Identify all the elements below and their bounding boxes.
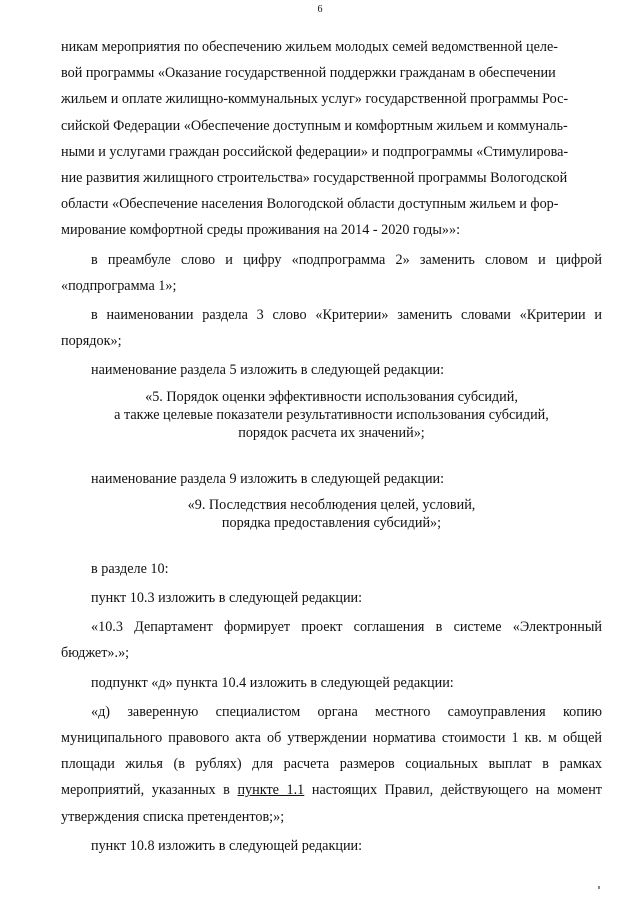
- page-number: 6: [317, 4, 323, 15]
- link-item-1-1[interactable]: пункте 1.1: [237, 782, 305, 799]
- quote-section-5-title: [61, 388, 602, 442]
- text-line: мирование комфортной среды проживания на 2014 - 2020 годы»»:: [61, 222, 461, 239]
- quote-line: а также целевые показатели результативности использования субсидий,: [114, 406, 549, 423]
- paragraph-section-3: в наименовании раздела 3 слово «Критерии» заменить словами «Критерии и порядок»;: [61, 307, 602, 350]
- text-line: сийской Федерации «Обеспечение доступным и комфортным жильем и коммуналь-: [61, 117, 568, 134]
- scan-mark: [598, 886, 600, 889]
- paragraph-preamble: в преамбуле слово и цифру «подпрограмма 2» заменить словом и цифрой «подпрограмма 1»;: [61, 251, 602, 294]
- paragraph-item-10-3: пункт 10.3 изложить в следующей редакции:: [91, 590, 363, 607]
- paragraph-item-10-3-text: «10.3 Департамент формирует проект соглашения в системе «Электронный бюджет».»;: [61, 619, 602, 662]
- text-fragment: «д) заверенную специалистом органа местного самоуправления копию муниципального правового акта об утверждении норматива стоимости 1 кв. м общей площади жилья (в рублях) для расчета размеров социальных выплат в рамках мероприятий, указанных в: [61, 703, 602, 799]
- text-line: области «Обеспечение населения Вологодской области доступным жильем и фор-: [61, 196, 559, 213]
- paragraph-item-10-4-text: [61, 699, 602, 830]
- paragraph-item-10-8: пункт 10.8 изложить в следующей редакции:: [91, 837, 363, 854]
- quote-line: порядок расчета их значений»;: [238, 424, 425, 441]
- text-line: ными и услугами граждан российской федерации» и подпрограммы «Стимулирова-: [61, 143, 569, 160]
- quote-line: порядка предоставления субсидий»;: [221, 514, 442, 531]
- text-line: никам мероприятия по обеспечению жильем молодых семей ведомственной целе-: [61, 39, 558, 55]
- quote-line: «9. Последствия несоблюдения целей, условий,: [187, 496, 476, 513]
- paragraph-item-10-4: подпункт «д» пункта 10.4 изложить в следующей редакции:: [91, 674, 454, 691]
- document-body: [61, 0, 602, 859]
- quote-line: «5. Порядок оценки эффективности использования субсидий,: [145, 388, 518, 405]
- text-line: жильем и оплате жилищно-коммунальных услуг» государственной программы Рос-: [61, 91, 569, 108]
- text-line: вой программы «Оказание государственной поддержки гражданам в обеспечении: [61, 65, 556, 82]
- paragraph-section-10: в разделе 10:: [91, 560, 169, 577]
- paragraph-intro: [61, 34, 602, 244]
- text-fragment: настоящих Правил, действующего на момент утверждения списка претендентов;»;: [61, 782, 603, 825]
- paragraph-section-9: наименование раздела 9 изложить в следующей редакции:: [91, 470, 445, 487]
- paragraph-section-5: наименование раздела 5 изложить в следующей редакции:: [91, 362, 445, 379]
- quote-section-9-title: [61, 496, 602, 532]
- text-line: ние развития жилищного строительства» государственной программы Вологодской: [61, 170, 568, 187]
